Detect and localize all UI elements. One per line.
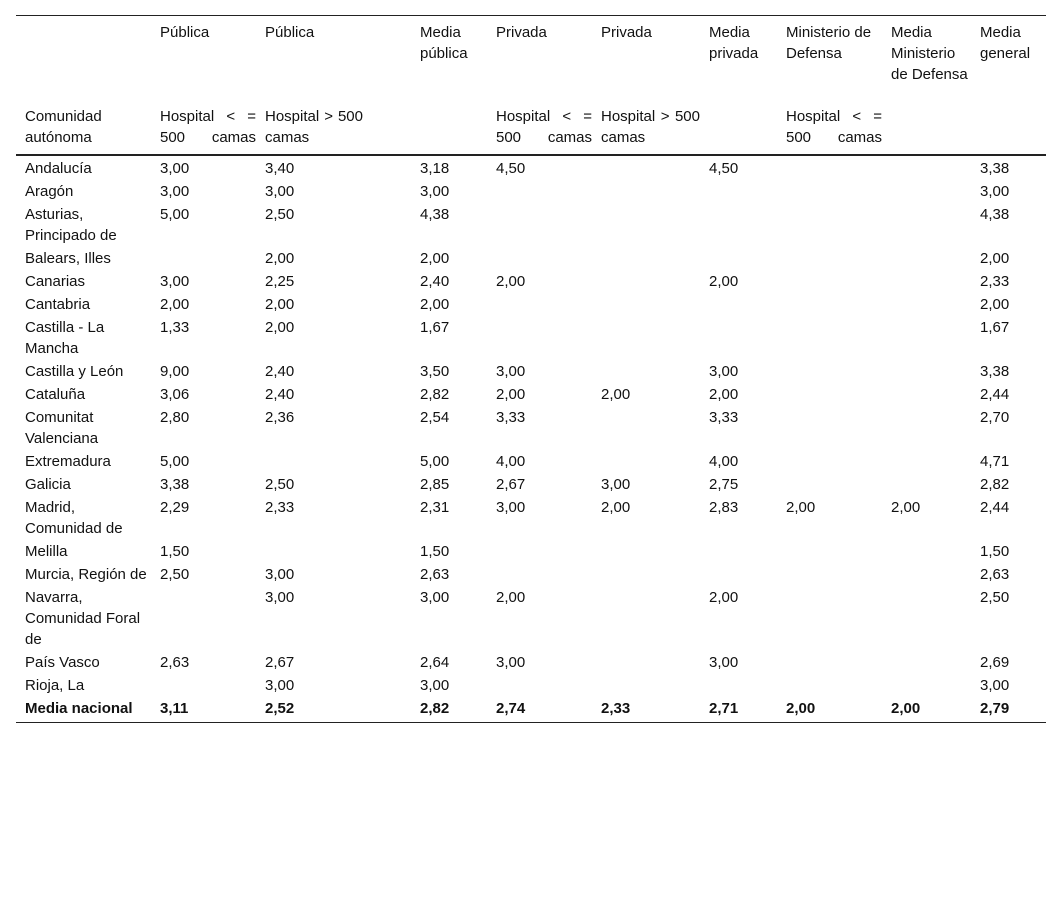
value-cell: 2,63 [160, 654, 190, 671]
value-cell [592, 651, 700, 674]
header-cell: Hospital < = 500 camas [777, 106, 882, 155]
value-cell: 4,50 [709, 160, 739, 177]
value-cell [882, 293, 971, 316]
header-cell [411, 106, 487, 155]
value-cell [592, 203, 700, 247]
value-cell: 3,00 [265, 183, 295, 200]
value-cell: 2,63 [980, 566, 1010, 583]
value-cell [487, 203, 592, 247]
value-cell: 2,00 [496, 273, 526, 290]
value-cell [777, 406, 882, 450]
value-cell: 3,40 [265, 160, 295, 177]
value-cell: 3,00 [420, 183, 450, 200]
value-cell [700, 540, 777, 563]
value-cell: 2,50 [980, 589, 1010, 606]
value-cell: 3,00 [496, 654, 526, 671]
value-cell [592, 180, 700, 203]
value-cell [592, 674, 700, 697]
value-cell: 2,29 [160, 499, 190, 516]
table-row [16, 563, 1046, 586]
value-cell: 3,00 [420, 677, 450, 694]
value-cell: 2,52 [256, 697, 411, 723]
value-cell: 4,38 [420, 206, 450, 223]
value-cell: 3,00 [709, 654, 739, 671]
value-cell: 3,00 [496, 499, 526, 516]
header-cell: Media general [971, 16, 1046, 107]
table-row [16, 586, 1046, 651]
region-cell: País Vasco [25, 654, 100, 671]
region-cell: Navarra, Comunidad Foral de [25, 589, 141, 648]
value-cell [882, 316, 971, 360]
value-cell: 2,33 [265, 499, 295, 516]
value-cell [592, 247, 700, 270]
value-cell: 2,00 [496, 589, 526, 606]
header-cell [700, 106, 777, 155]
value-cell [777, 383, 882, 406]
value-cell: 1,50 [980, 543, 1010, 560]
value-cell: 2,00 [420, 250, 450, 267]
value-cell [882, 651, 971, 674]
table-row [16, 473, 1046, 496]
value-cell [882, 360, 971, 383]
header-cell: Privada [592, 16, 700, 107]
value-cell: 3,00 [265, 589, 295, 606]
value-cell: 2,70 [980, 409, 1010, 426]
header-cell: Media Ministerio de Defensa [882, 16, 971, 107]
value-cell: 3,00 [160, 183, 190, 200]
value-cell: 2,00 [777, 697, 882, 723]
value-cell: 2,50 [265, 206, 295, 223]
value-cell [592, 270, 700, 293]
region-cell: Balears, Illes [25, 250, 111, 267]
value-cell [592, 155, 700, 180]
region-cell: Media nacional [16, 697, 151, 723]
value-cell [882, 406, 971, 450]
table-row [16, 155, 1046, 180]
header-cell [882, 106, 971, 155]
value-cell [487, 247, 592, 270]
value-cell: 5,00 [420, 453, 450, 470]
value-cell [700, 563, 777, 586]
value-cell: 2,31 [420, 499, 450, 516]
value-cell: 4,38 [980, 206, 1010, 223]
region-cell: Castilla y León [25, 363, 124, 380]
value-cell: 2,69 [980, 654, 1010, 671]
value-cell [882, 270, 971, 293]
value-cell: 1,50 [420, 543, 450, 560]
value-cell [882, 383, 971, 406]
value-cell [777, 270, 882, 293]
table-row [16, 496, 1046, 540]
value-cell: 2,40 [265, 363, 295, 380]
value-cell: 3,00 [980, 183, 1010, 200]
value-cell: 9,00 [160, 363, 190, 380]
value-cell: 2,75 [709, 476, 739, 493]
value-cell: 2,40 [265, 386, 295, 403]
region-cell: Madrid, Comunidad de [25, 499, 123, 537]
value-cell: 2,71 [700, 697, 777, 723]
value-cell: 2,79 [971, 697, 1046, 723]
value-cell: 2,00 [882, 697, 971, 723]
value-cell: 2,00 [709, 273, 739, 290]
header-cell: Media pública [411, 16, 487, 107]
value-cell [777, 293, 882, 316]
region-cell: Rioja, La [25, 677, 85, 694]
table-row [16, 360, 1046, 383]
value-cell [151, 247, 256, 270]
value-cell [592, 450, 700, 473]
value-cell [777, 563, 882, 586]
table-row [16, 316, 1046, 360]
value-cell: 5,00 [160, 206, 190, 223]
value-cell: 2,33 [980, 273, 1010, 290]
value-cell: 3,38 [980, 160, 1010, 177]
value-cell [592, 293, 700, 316]
value-cell [777, 203, 882, 247]
value-cell: 3,33 [496, 409, 526, 426]
value-cell [700, 180, 777, 203]
value-cell: 2,36 [265, 409, 295, 426]
value-cell [592, 316, 700, 360]
value-cell [487, 293, 592, 316]
value-cell [882, 247, 971, 270]
header-cell-comunidad: Comunidad autónoma [16, 106, 151, 155]
value-cell: 2,25 [265, 273, 295, 290]
value-cell [700, 316, 777, 360]
value-cell: 3,11 [151, 697, 256, 723]
value-cell [487, 180, 592, 203]
value-cell [777, 316, 882, 360]
value-cell: 3,00 [601, 476, 631, 493]
header-cell: Hospital < = 500 camas [487, 106, 592, 155]
table-row [16, 247, 1046, 270]
value-cell: 3,33 [709, 409, 739, 426]
value-cell: 2,40 [420, 273, 450, 290]
value-cell [882, 586, 971, 651]
header-cell: Privada [487, 16, 592, 107]
value-cell [592, 563, 700, 586]
value-cell [882, 540, 971, 563]
value-cell: 2,00 [980, 296, 1010, 313]
value-cell [882, 563, 971, 586]
header-cell: Hospital > 500 camas [256, 106, 411, 155]
table-row [16, 270, 1046, 293]
table-body [16, 155, 1046, 723]
value-cell: 3,06 [160, 386, 190, 403]
value-cell: 3,38 [980, 363, 1010, 380]
value-cell: 3,00 [980, 677, 1010, 694]
value-cell: 2,00 [160, 296, 190, 313]
value-cell: 2,33 [592, 697, 700, 723]
header-cell: Hospital > 500 camas [592, 106, 700, 155]
header-cell: Media privada [700, 16, 777, 107]
value-cell [882, 450, 971, 473]
value-cell [777, 651, 882, 674]
region-cell: Asturias, Principado de [25, 206, 117, 244]
value-cell: 3,18 [420, 160, 450, 177]
value-cell: 2,74 [487, 697, 592, 723]
value-cell [777, 674, 882, 697]
value-cell [882, 180, 971, 203]
value-cell [882, 473, 971, 496]
value-cell: 2,63 [420, 566, 450, 583]
value-cell [256, 450, 411, 473]
value-cell [882, 203, 971, 247]
value-cell: 2,54 [420, 409, 450, 426]
table-row [16, 540, 1046, 563]
region-cell: Extremadura [25, 453, 111, 470]
value-cell: 3,00 [420, 589, 450, 606]
value-cell: 3,50 [420, 363, 450, 380]
region-cell: Castilla - La Mancha [25, 319, 105, 357]
value-cell: 5,00 [160, 453, 190, 470]
value-cell: 2,00 [709, 589, 739, 606]
value-cell: 2,00 [601, 386, 631, 403]
value-cell: 2,00 [601, 499, 631, 516]
value-cell [700, 674, 777, 697]
value-cell: 2,00 [786, 499, 816, 516]
value-cell [151, 586, 256, 651]
value-cell: 3,00 [265, 677, 295, 694]
value-cell [151, 674, 256, 697]
value-cell: 2,80 [160, 409, 190, 426]
value-cell [487, 540, 592, 563]
header-cell [16, 16, 151, 107]
header-cell: Ministerio de Defensa [777, 16, 882, 107]
value-cell: 2,00 [265, 319, 295, 336]
value-cell [256, 540, 411, 563]
value-cell: 2,50 [160, 566, 190, 583]
value-cell: 4,71 [980, 453, 1010, 470]
region-cell: Cataluña [25, 386, 86, 403]
value-cell: 3,00 [160, 160, 190, 177]
header-cell: Pública [151, 16, 256, 107]
value-cell [700, 247, 777, 270]
table-row [16, 293, 1046, 316]
value-cell [592, 360, 700, 383]
region-cell: Galicia [25, 476, 71, 493]
data-table [16, 15, 1046, 723]
region-cell: Andalucía [25, 160, 92, 177]
table-row [16, 651, 1046, 674]
header-cell: Hospital < = 500 camas [151, 106, 256, 155]
value-cell [487, 563, 592, 586]
value-cell: 3,00 [160, 273, 190, 290]
value-cell: 2,44 [980, 499, 1010, 516]
region-cell: Canarias [25, 273, 86, 290]
value-cell [777, 450, 882, 473]
value-cell: 3,00 [265, 566, 295, 583]
value-cell [777, 360, 882, 383]
region-cell: Melilla [25, 543, 68, 560]
value-cell: 2,83 [709, 499, 739, 516]
region-cell: Comunitat Valenciana [25, 409, 99, 447]
value-cell: 2,00 [709, 386, 739, 403]
value-cell: 2,44 [980, 386, 1010, 403]
value-cell: 2,00 [265, 296, 295, 313]
value-cell: 2,82 [411, 697, 487, 723]
value-cell: 2,67 [496, 476, 526, 493]
value-cell: 3,38 [160, 476, 190, 493]
value-cell [777, 247, 882, 270]
value-cell: 2,00 [496, 386, 526, 403]
table-row [16, 674, 1046, 697]
value-cell [700, 203, 777, 247]
table-row [16, 406, 1046, 450]
value-cell: 2,00 [265, 250, 295, 267]
table-header [16, 16, 1046, 156]
value-cell: 1,67 [980, 319, 1010, 336]
header-cell [971, 106, 1046, 155]
value-cell: 2,00 [980, 250, 1010, 267]
value-cell: 1,67 [420, 319, 450, 336]
value-cell [777, 473, 882, 496]
value-cell: 2,00 [420, 296, 450, 313]
value-cell: 2,82 [980, 476, 1010, 493]
value-cell [777, 180, 882, 203]
value-cell [487, 316, 592, 360]
value-cell: 4,00 [496, 453, 526, 470]
value-cell [592, 406, 700, 450]
value-cell [487, 674, 592, 697]
table-row [16, 450, 1046, 473]
value-cell [592, 540, 700, 563]
value-cell: 3,00 [496, 363, 526, 380]
header-row-sector [16, 16, 1046, 107]
value-cell [882, 674, 971, 697]
value-cell [777, 155, 882, 180]
value-cell: 1,33 [160, 319, 190, 336]
value-cell: 2,50 [265, 476, 295, 493]
value-cell: 2,64 [420, 654, 450, 671]
value-cell [882, 155, 971, 180]
region-cell: Murcia, Región de [25, 566, 147, 583]
value-cell [592, 586, 700, 651]
value-cell: 2,00 [891, 499, 921, 516]
value-cell: 2,67 [265, 654, 295, 671]
region-cell: Aragón [25, 183, 74, 200]
header-row-hospital-size [16, 106, 1046, 155]
value-cell: 4,00 [709, 453, 739, 470]
table-row [16, 203, 1046, 247]
value-cell: 4,50 [496, 160, 526, 177]
value-cell [777, 540, 882, 563]
value-cell: 2,82 [420, 386, 450, 403]
table-row [16, 180, 1046, 203]
value-cell: 2,85 [420, 476, 450, 493]
region-cell: Cantabria [25, 296, 91, 313]
table-row [16, 383, 1046, 406]
value-cell [700, 293, 777, 316]
total-row [16, 697, 1046, 723]
header-cell: Pública [256, 16, 411, 107]
value-cell [777, 586, 882, 651]
value-cell: 3,00 [709, 363, 739, 380]
value-cell: 1,50 [160, 543, 190, 560]
